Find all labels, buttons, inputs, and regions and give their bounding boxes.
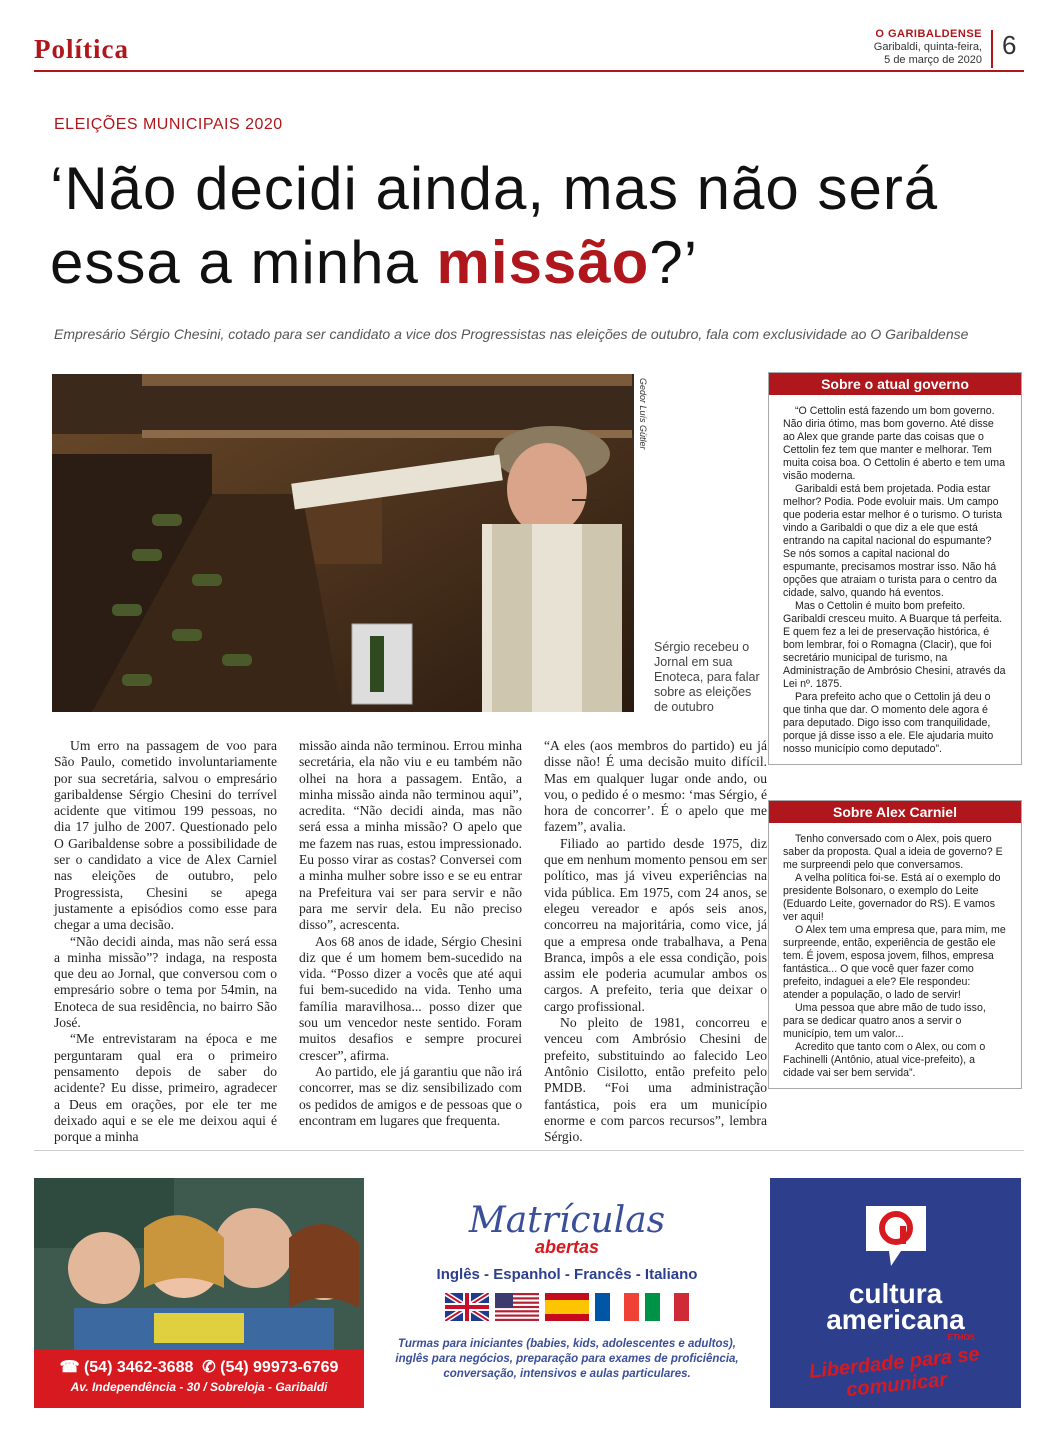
paragraph: missão ainda não terminou. Errou minha secretária, ela não viu e eu também não olhei na hora a passagem. Então, a minha missão ainda não terminou aqui”, acredita. “Não decidi ainda, mas não será essa a minha missão? O apelo que me fazem nas ruas, estou impressionado. Eu posso virar as costas? Conversei com a minha mulher sobre isso e se eu entrar na Prefeitura vai ser para servir e não para me servir dela. Eu não preciso disso”, acrescenta. — [299, 738, 522, 933]
wine-cellar-photo — [52, 374, 634, 712]
ad-brand-panel — [770, 1178, 1021, 1408]
photo-credit: Gedor Luís Gütler — [638, 378, 648, 450]
page-number: 6 — [1002, 30, 1017, 60]
sidebar-paragraph: Tenho conversado com o Alex, pois quero saber da proposta. Qual a ideia de governo? E me surpreendi pelo que conversamos. — [783, 833, 1003, 871]
headline-text: ‘Não decidi ainda, mas não será essa a minha — [50, 155, 939, 296]
ad-languages: Inglês - Espanhol - Francês - Italiano — [436, 1266, 698, 1283]
paragraph: “Me entrevistaram na época e me perguntaram qual era o primeiro pensamento depois de saber do acidente? Eu disse, primeiro, agradecer a Deus em orações, por ele ter me deixado aqui e se ele me deixou aqui é porque a minha — [54, 1031, 277, 1145]
subhead-text: Empresário Sérgio Chesini, cotado para ser candidato a vice dos Progressistas nas eleições de outubro, fala com exclusividade ao — [54, 326, 867, 342]
kicker: ELEIÇÕES MUNICIPAIS 2020 — [54, 116, 283, 133]
paper-name: O GARIBALDENSE — [875, 28, 982, 40]
paragraph: Um erro na passagem de voo para São Paulo, cometido involuntariamente por sua secretária, salvou o empresário garibaldense Sérgio Chesini do terrível acidente que vitimou 199 pessoas, no dia 17 julho de 2007. Questionado pelo O Garibaldense sobre a possibilidade de ser o candidato a vice de Alex Carniel nas eleições de outubro, pelo Progressista, Chesini se apega justamente a episódios como esse para chegar a uma decisão. — [54, 738, 277, 933]
section-rule — [34, 70, 1024, 72]
footer-divider — [34, 1150, 1024, 1151]
article-photo — [52, 374, 634, 712]
subhead — [54, 326, 1014, 342]
ad-address: Av. Independência - 30 / Sobreloja - Garibaldi — [70, 1380, 328, 1394]
sidebar-title: Sobre Alex Carniel — [769, 801, 1021, 823]
advertisement — [34, 1178, 1021, 1408]
article-column-3 — [544, 738, 767, 1145]
ad-photo-panel — [34, 1178, 364, 1408]
phone-icon: ☎ — [59, 1359, 80, 1376]
article-body — [54, 738, 768, 1145]
ad-abertas: abertas — [534, 1237, 600, 1257]
ad-brand-small: ETHOS — [947, 1333, 975, 1342]
paragraph: Ao partido, ele já garantiu que não irá concorrer, mas se diz sensibilizado com os pedidos de amigos e de pessoas que o encontram em lugares que frequenta. — [299, 1063, 522, 1128]
article-column-1 — [54, 738, 277, 1145]
sidebar-text — [769, 823, 1021, 1088]
ad-contact-strip — [34, 1350, 364, 1408]
sidebar-paragraph: O Alex tem uma empresa que, para mim, me surpreende, então, experiência de gestão ele tem. É jovem, esposa jovem, filhos, empresa fantástica... O que você quer fazer como prefeito, indaguei a ele? Ele respondeu: atender a população, o lado de servir! — [783, 924, 1006, 1001]
ad-enrollment-panel — [364, 1178, 770, 1408]
ad-phone-2: (54) 99973-6769 — [220, 1359, 339, 1376]
speech-bubble-logo-icon — [856, 1196, 936, 1276]
dateline-line2: 5 de março de 2020 — [884, 54, 982, 66]
ad-brand-1: cultura — [848, 1278, 943, 1309]
photo-caption: Sérgio recebeu o Jornal em sua Enoteca, para falar sobre as eleições de outubro — [654, 640, 760, 714]
subhead-paper: O Garibaldense — [870, 326, 969, 342]
sidebar-text — [769, 395, 1021, 764]
headline — [50, 152, 1010, 300]
sidebar-paragraph: Acredito que tanto com o Alex, ou com o Fachinelli (Antônio, atual vice-prefeito), a cidade vai ser bem servida”. — [783, 1041, 986, 1079]
us-flag-icon — [495, 1293, 539, 1321]
ad-phone-1: (54) 3462-3688 — [83, 1359, 194, 1376]
sidebar-paragraph: A velha política foi-se. Está aí o exemplo do presidente Bolsonaro, o exemplo do Leite (Eduardo Leite, governador do RS). E vamos ver aqui! — [783, 872, 1001, 923]
ad-matriculas: Matrículas — [468, 1200, 666, 1241]
paragraph: No pleito de 1981, concorreu e venceu com Ambrósio Chesini de prefeito, substituindo ao falecido Leo Antônio Cisilotto, então prefeito pelo PMDB. “Foi uma administração fantástica, pois era um município enorme e com parcos recursos”, lembra Sérgio. — [544, 1015, 767, 1145]
section-title: Política — [34, 34, 129, 64]
headline-end: ?’ — [649, 229, 699, 296]
students-photo — [34, 1178, 364, 1350]
spain-flag-icon — [545, 1293, 589, 1321]
uk-flag-icon — [445, 1293, 489, 1321]
paragraph: Filiado ao partido desde 1975, diz que em nenhum momento pensou em ser político, mas já viveu experiências na vida pública. Em 1975, com 24 anos, se elegeu vereador e após seis anos, concorreu na majoritária, como vice, já que a empresa onde trabalhava, a Pena Branca, impôs a ele essa condição, pois assim ele poderia acumular ambos os cargos. A prefeito, teria que deixar o cargo profissional. — [544, 835, 767, 1014]
paragraph: Aos 68 anos de idade, Sérgio Chesini diz que é um homem bem-sucedido na vida. “Posso dizer a vocês que até aqui fui bem-sucedido na vida. Tenho uma família maravilhosa... posso dizer que sou um vencedor neste sentido. Foram muitos desafios e sempre procurei crescer”, afirma. — [299, 933, 522, 1063]
dateline-line1: Garibaldi, quinta-feira, — [873, 41, 982, 53]
france-flag-icon — [595, 1293, 639, 1321]
sidebar-paragraph: Garibaldi está bem projetada. Podia estar melhor? Podia. Pode evoluir mais. Um campo que poderia estar melhor é o turismo. O turista vindo a Garibaldi o que diz a ele que está entrando na capital nacional do espumante? Se nós somos a capital nacional do espumante, precisamos mostrar isso. Não há opções que atraiam o turista para o centro da cidade, salvo, quando há eventos. — [783, 483, 1003, 599]
ad-brand-2: americana — [826, 1304, 965, 1335]
ad-flags — [364, 1293, 770, 1321]
ad-blurb: Turmas para iniciantes (babies, kids, adolescentes e adultos), inglês para negócios, preparação para exames de proficiência, conversação, intensivos e aulas particulares. — [395, 1338, 739, 1380]
ad-slogan: Liberdade para se comunicar — [808, 1343, 981, 1402]
article-column-2 — [299, 738, 522, 1145]
paragraph: “Não decidi ainda, mas não será essa a minha missão”? indaga, na resposta que deu ao Jornal, que conversou com o empresário sobre o tema por 54min, na Enoteca de sua residência, no bairro São José. — [54, 933, 277, 1031]
sidebar-paragraph: Para prefeito acho que o Cettolin já deu o que tinha que dar. O momento dele agora é para deputado. Digo isso com tranquilidade, porque já disse isso a ele. Ele ajudaria muito nosso município como deputado”. — [783, 691, 994, 755]
headline-highlight: missão — [436, 229, 650, 296]
page-number-divider — [991, 30, 993, 68]
sidebar-paragraph: Mas o Cettolin é muito bom prefeito. Garibaldi cresceu muito. A Buarque tá perfeita. E quem fez a lei de preservação histórica, é bom lembrar, foi o Romagna (Clacir), que foi secretário municipal de turismo, na Administração de Ambrósio Chesini, através da Lei nº. 1875. — [783, 600, 1006, 690]
italy-flag-icon — [645, 1293, 689, 1321]
sidebar-paragraph: Uma pessoa que abre mão de tudo isso, para se dedicar quatro anos a servir o município, tem um valor... — [783, 1002, 986, 1040]
sidebar-paragraph: “O Cettolin está fazendo um bom governo. Não diria ótimo, mas bom governo. Até disse ao Alex que grande parte das coisas que o Cettolin fez tem que manter e melhorar. Tem muita coisa boa. O Cettolin é aberto e tem uma visão moderna. — [783, 405, 1005, 482]
masthead — [874, 28, 982, 67]
whatsapp-icon: ✆ — [202, 1359, 216, 1376]
sidebar-current-government — [768, 372, 1022, 765]
paragraph: “A eles (aos membros do partido) eu já disse não! É uma decisão muito difícil. Mas em qualquer lugar onde ando, ou vou, o pedido é o mesmo: ‘mas Sérgio, é hora de concorrer’. É o apelo que me fazem”, avalia. — [544, 738, 767, 835]
sidebar-alex-carniel — [768, 800, 1022, 1089]
ad-phones — [34, 1357, 364, 1377]
sidebar-title: Sobre o atual governo — [769, 373, 1021, 395]
